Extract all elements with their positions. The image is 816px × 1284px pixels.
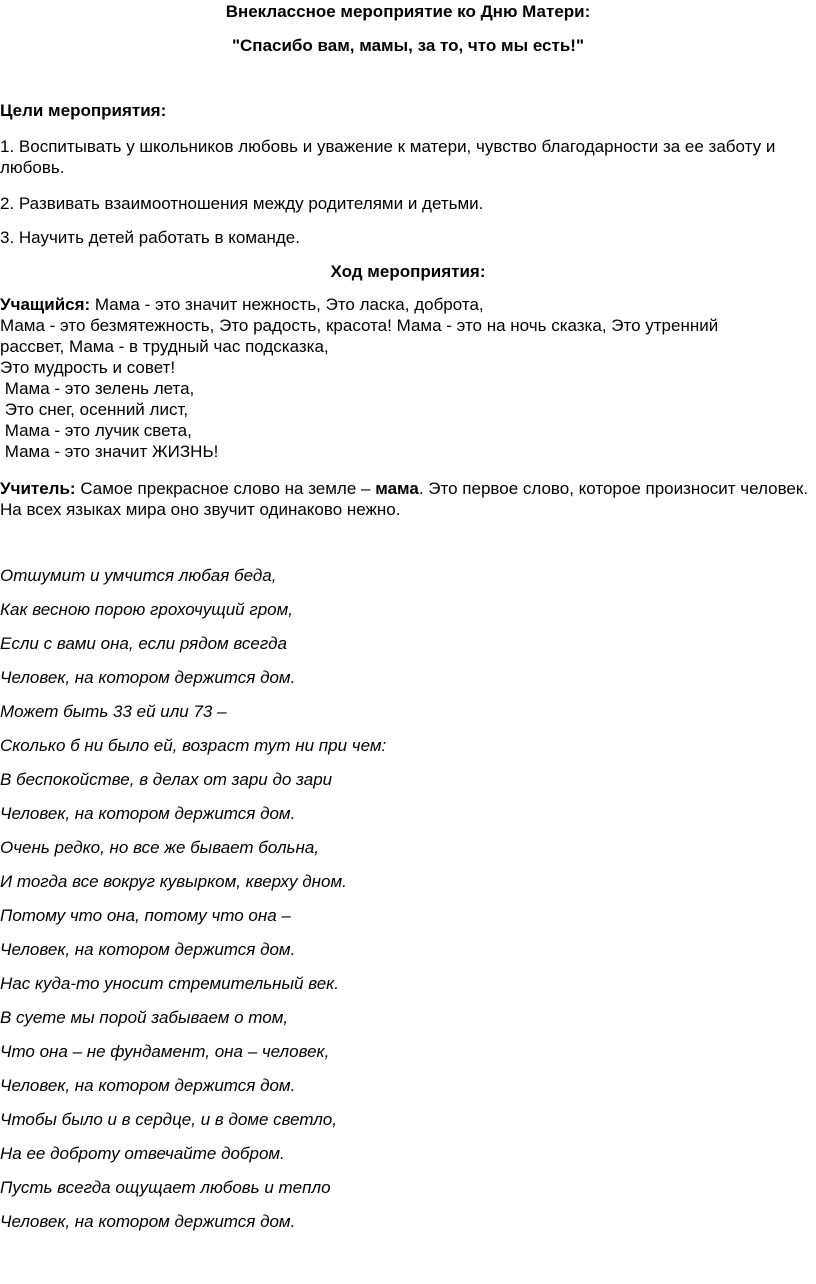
poem-line: Человек, на котором держится дом. <box>0 1076 296 1095</box>
student-line: Это мудрость и совет! <box>0 358 176 377</box>
goal-item-2: 2. Развивать взаимоотношения между родителями и детьми. <box>0 194 484 213</box>
poem-line: Человек, на котором держится дом. <box>0 940 296 959</box>
poem-line: В беспокойстве, в делах от зари до зари <box>0 770 333 789</box>
poem-line: Человек, на котором держится дом. <box>0 804 296 823</box>
student-line: Это снег, осенний лист, <box>0 400 189 419</box>
course-heading: Ход мероприятия: <box>330 262 486 281</box>
poem-line: Потому что она, потому что она – <box>0 906 291 925</box>
teacher-bold-word: мама <box>375 479 419 498</box>
student-line: Мама - это лучик света, <box>0 421 192 440</box>
student-line: Мама - это значит ЖИЗНЬ! <box>0 442 219 461</box>
goal-item-3: 3. Научить детей работать в команде. <box>0 228 300 247</box>
goals-heading: Цели мероприятия: <box>0 101 167 120</box>
teacher-label: Учитель: <box>0 479 76 498</box>
student-line: Мама - это безмятежность, Это радость, красота! Мама - это на ночь сказка, Это утренний <box>0 316 719 335</box>
document-subtitle: "Спасибо вам, мамы, за то, что мы есть!" <box>231 36 585 55</box>
poem-line: Что она – не фундамент, она – человек, <box>0 1042 330 1061</box>
student-line: рассвет, Мама - в трудный час подсказка, <box>0 337 329 356</box>
poem-line: На ее доброту отвечайте добром. <box>0 1144 285 1163</box>
student-label: Учащийся: <box>0 295 91 314</box>
poem-line: Как весною порою грохочущий гром, <box>0 600 294 619</box>
poem-line: В суете мы порой забываем о том, <box>0 1008 289 1027</box>
poem-line: Очень редко, но все же бывает больна, <box>0 838 319 857</box>
student-line: Учащийся: Мама - это значит нежность, Это ласка, доброта, <box>0 295 484 314</box>
poem-line: Человек, на котором держится дом. <box>0 668 296 687</box>
poem-line: Если с вами она, если рядом всегда <box>0 634 287 653</box>
poem-line: Пусть всегда ощущает любовь и тепло <box>0 1178 331 1197</box>
goal-item-1: 1. Воспитывать у школьников любовь и уважение к матери, чувство благодарности за ее заботу и любовь. <box>0 137 776 177</box>
document-title: Внеклассное мероприятие ко Дню Матери: <box>225 2 591 21</box>
poem-line: Человек, на котором держится дом. <box>0 1212 296 1231</box>
poem-line: Чтобы было и в сердце, и в доме светло, <box>0 1110 337 1129</box>
poem-line: И тогда все вокруг кувырком, кверху дном. <box>0 872 347 891</box>
poem-line: Отшумит и умчится любая беда, <box>0 566 277 585</box>
poem-line: Сколько б ни было ей, возраст тут ни при чем: <box>0 736 387 755</box>
student-speech <box>0 294 810 462</box>
student-line: Мама - это зелень лета, <box>0 379 195 398</box>
poem <box>0 565 386 1245</box>
teacher-speech: Учитель: Самое прекрасное слово на земле – мама. Это первое слово, которое произносит человек. На всех языках мира оно звучит одинаково нежно. <box>0 479 809 519</box>
poem-line: Может быть 33 ей или 73 – <box>0 702 227 721</box>
poem-line: Нас куда-то уносит стремительный век. <box>0 974 339 993</box>
